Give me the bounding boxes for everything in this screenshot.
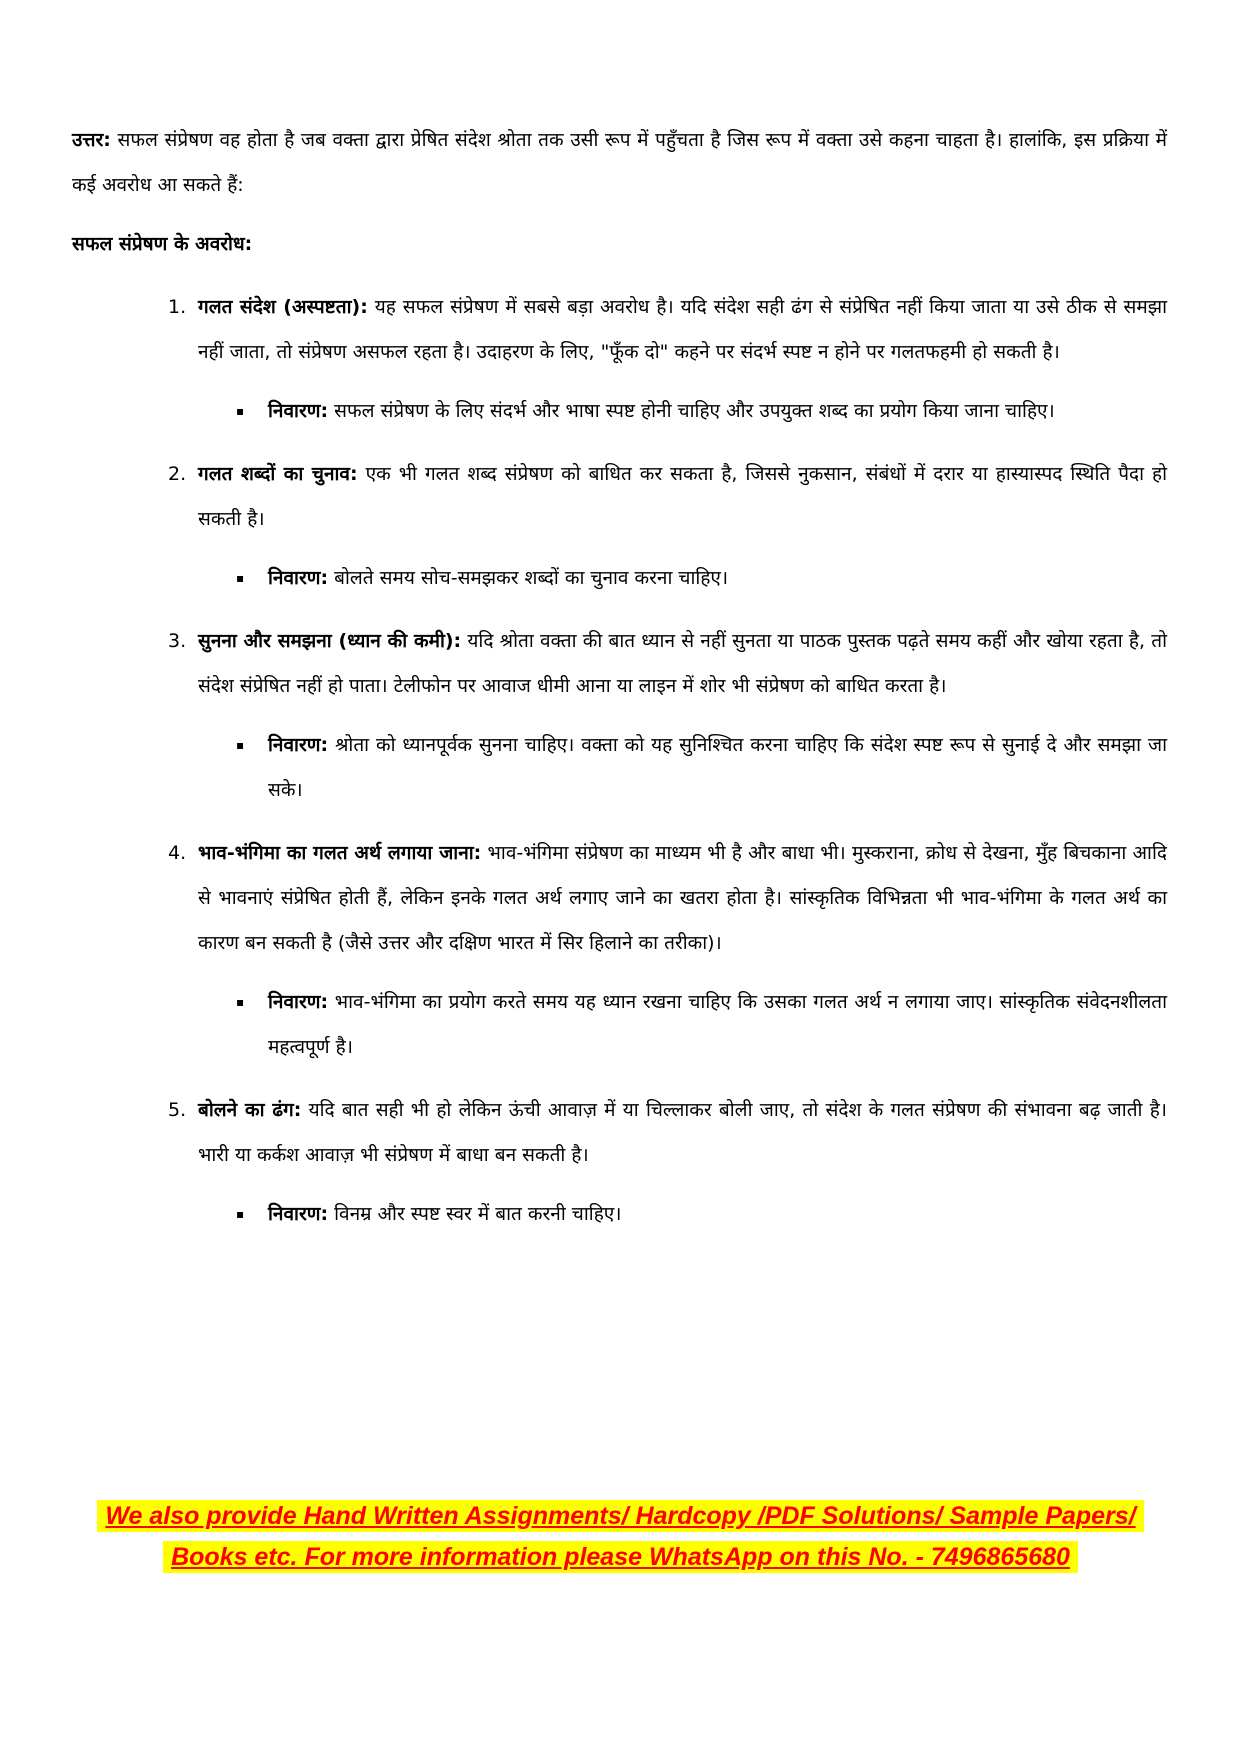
list-item [72,1088,1167,1237]
item-title: बोलने का ढंग: [198,1099,302,1121]
item-paragraph [198,831,1167,966]
remedy-text: श्रोता को ध्यानपूर्वक सुनना चाहिए। वक्ता को यह सुनिश्चित करना चाहिए कि संदेश स्पष्ट रूप से सुनाई दे और समझा जा सके। [268,734,1167,801]
item-paragraph [198,1088,1167,1178]
remedy-label: निवारण: [268,400,329,422]
footer-row [0,1496,1241,1537]
item-paragraph [198,452,1167,542]
item-number: 4. [168,842,187,864]
item-title: सुनना और समझना (ध्यान की कमी): [198,630,462,652]
remedy-text: सफल संप्रेषण के लिए संदर्भ और भाषा स्पष्ट होनी चाहिए और उपयुक्त शब्द का प्रयोग किया जाना चाहिए। [334,400,1055,422]
footer-banner [0,1496,1241,1578]
item-number: 2. [168,463,187,485]
square-bullet-icon: ▪ [236,995,245,1009]
item-number: 5. [168,1099,187,1121]
remedy-paragraph [268,723,1167,813]
answer-label: उत्तर: [72,129,111,151]
remedy-item [198,556,1167,601]
remedy-paragraph [268,389,1167,434]
list-item [72,452,1167,601]
remedy-text: विनम्र और स्पष्ट स्वर में बात करनी चाहिए। [334,1203,622,1225]
answer-paragraph [72,118,1167,208]
remedy-paragraph [268,556,1167,601]
footer-row [0,1537,1241,1578]
footer-line-1: We also provide Hand Written Assignments/ Hardcopy /PDF Solutions/ Sample Papers/ [97,1500,1143,1532]
square-bullet-icon: ▪ [236,404,245,418]
item-title: गलत संदेश (अस्पष्टता): [198,296,368,318]
item-number: 3. [168,630,187,652]
remedy-item [198,723,1167,813]
item-text: यदि बात सही भी हो लेकिन ऊंची आवाज़ में या चिल्लाकर बोली जाए, तो संदेश के गलत संप्रेषण की संभावना बढ़ जाती है। भारी या कर्कश आवाज़ भी संप्रेषण में बाधा बन सकती है। [198,1099,1167,1166]
remedy-item [198,1192,1167,1237]
item-text: यदि श्रोता वक्ता की बात ध्यान से नहीं सुनता या पाठक पुस्तक पढ़ते समय कहीं और खोया रहता है, तो संदेश संप्रेषित नहीं हो पाता। टेलीफोन पर आवाज धीमी आना या लाइन में शोर भी संप्रेषण को बाधित करता है। [198,630,1167,697]
remedy-paragraph [268,1192,1167,1237]
item-paragraph [198,619,1167,709]
remedy-paragraph [268,980,1167,1070]
remedy-label: निवारण: [268,1203,329,1225]
footer-line-2: Books etc. For more information please WhatsApp on this No. - 7496865680 [163,1541,1078,1573]
square-bullet-icon: ▪ [236,1207,245,1221]
item-text: भाव-भंगिमा संप्रेषण का माध्यम भी है और बाधा भी। मुस्कराना, क्रोध से देखना, मुँह बिचकाना आदि से भावनाएं संप्रेषित होती हैं, लेकिन इनके गलत अर्थ लगाए जाने का खतरा होता है। सांस्कृतिक विभिन्नता भी भाव-भंगिमा के गलत अर्थ का कारण बन सकती है (जैसे उत्तर और दक्षिण भारत में सिर हिलाने का तरीका)। [198,842,1167,954]
item-title: भाव-भंगिमा का गलत अर्थ लगाया जाना: [198,842,482,864]
answer-text: सफल संप्रेषण वह होता है जब वक्ता द्वारा प्रेषित संदेश श्रोता तक उसी रूप में पहुँचता है जिस रूप में वक्ता उसे कहना चाहता है। हालांकि, इस प्रक्रिया में कई अवरोध आ सकते हैं: [72,129,1167,196]
square-bullet-icon: ▪ [236,571,245,585]
list-item [72,831,1167,1070]
remedy-item [198,389,1167,434]
item-title: गलत शब्दों का चुनाव: [198,463,358,485]
remedy-text: भाव-भंगिमा का प्रयोग करते समय यह ध्यान रखना चाहिए कि उसका गलत अर्थ न लगाया जाए। सांस्कृतिक संवेदनशीलता महत्वपूर्ण है। [268,991,1167,1058]
remedy-label: निवारण: [268,991,329,1013]
item-paragraph [198,285,1167,375]
list-item [72,285,1167,434]
remedy-text: बोलते समय सोच-समझकर शब्दों का चुनाव करना चाहिए। [334,567,729,589]
remedy-item [198,980,1167,1070]
remedy-label: निवारण: [268,734,329,756]
item-text: एक भी गलत शब्द संप्रेषण को बाधित कर सकता है, जिससे नुकसान, संबंधों में दरार या हास्यास्पद स्थिति पैदा हो सकती है। [198,463,1167,530]
section-heading: सफल संप्रेषण के अवरोध: [72,233,253,255]
remedy-label: निवारण: [268,567,329,589]
item-text: यह सफल संप्रेषण में सबसे बड़ा अवरोध है। यदि संदेश सही ढंग से संप्रेषित नहीं किया जाता या उसे ठीक से समझा नहीं जाता, तो संप्रेषण असफल रहता है। उदाहरण के लिए, "फूँक दो" कहने पर संदर्भ स्पष्ट न होने पर गलतफहमी हो सकती है। [198,296,1167,363]
square-bullet-icon: ▪ [236,738,245,752]
item-number: 1. [168,296,187,318]
list-item [72,619,1167,813]
